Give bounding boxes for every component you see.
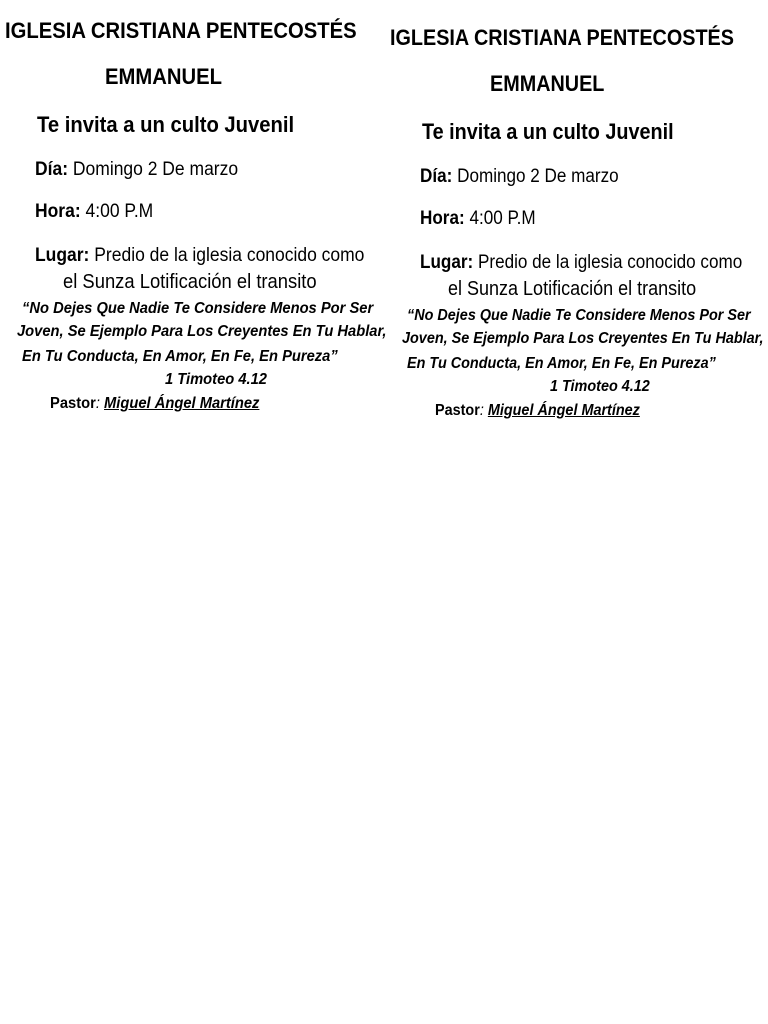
day-value: Domingo 2 De marzo <box>72 159 239 180</box>
pastor-label: Pastor <box>50 395 96 412</box>
pastor-separator: : <box>479 402 484 419</box>
verse-line-2: Joven, Se Ejemplo Para Los Creyentes En Tu Hablar, <box>402 330 764 347</box>
verse-reference: 1 Timoteo 4.12 <box>165 371 267 388</box>
church-name: IGLESIA CRISTIANA PENTECOSTÉS <box>5 18 357 43</box>
pastor-name: Miguel Ángel Martínez <box>487 402 640 419</box>
time-label: Hora: <box>420 208 465 229</box>
place-value-line2: el Sunza Lotificación el transito <box>448 278 697 300</box>
place-row <box>35 246 364 265</box>
pastor-name: Miguel Ángel Martínez <box>104 395 260 412</box>
verse-line-1: “No Dejes Que Nadie Te Considere Menos Por Ser <box>22 300 374 317</box>
verse-reference: 1 Timoteo 4.12 <box>550 378 650 395</box>
pastor-separator: : <box>95 395 100 412</box>
pastor-label: Pastor <box>435 402 480 419</box>
flyer-right <box>385 7 768 437</box>
verse-line-1: “No Dejes Que Nadie Te Considere Menos Por Ser <box>407 307 751 324</box>
verse-line-3: En Tu Conducta, En Amor, En Fe, En Pureza” <box>407 355 716 372</box>
pastor-row <box>50 396 259 412</box>
invitation-text: Te invita a un culto Juvenil <box>422 119 674 144</box>
day-label: Día: <box>420 166 453 187</box>
time-row <box>420 209 536 228</box>
place-label: Lugar: <box>420 252 474 273</box>
flyer-left <box>0 0 387 430</box>
day-row <box>420 167 619 186</box>
day-row <box>35 160 238 179</box>
place-value-line1: Predio de la iglesia conocido como <box>94 245 365 266</box>
time-row <box>35 202 153 221</box>
time-label: Hora: <box>35 201 81 222</box>
day-label: Día: <box>35 159 69 180</box>
day-value: Domingo 2 De marzo <box>457 166 619 187</box>
place-value-line2: el Sunza Lotificación el transito <box>63 271 317 293</box>
invitation-text: Te invita a un culto Juvenil <box>37 112 295 137</box>
place-label: Lugar: <box>35 245 90 266</box>
church-name-line2: EMMANUEL <box>105 64 222 89</box>
church-name-line2: EMMANUEL <box>490 71 605 96</box>
time-value: 4:00 P.M <box>469 208 536 229</box>
verse-line-3: En Tu Conducta, En Amor, En Fe, En Pureza” <box>22 348 338 365</box>
place-row <box>420 253 742 272</box>
time-value: 4:00 P.M <box>85 201 154 222</box>
pastor-row <box>435 403 640 419</box>
church-name: IGLESIA CRISTIANA PENTECOSTÉS <box>390 25 734 50</box>
place-value-line1: Predio de la iglesia conocido como <box>477 252 743 273</box>
verse-line-2: Joven, Se Ejemplo Para Los Creyentes En Tu Hablar, <box>17 323 387 340</box>
